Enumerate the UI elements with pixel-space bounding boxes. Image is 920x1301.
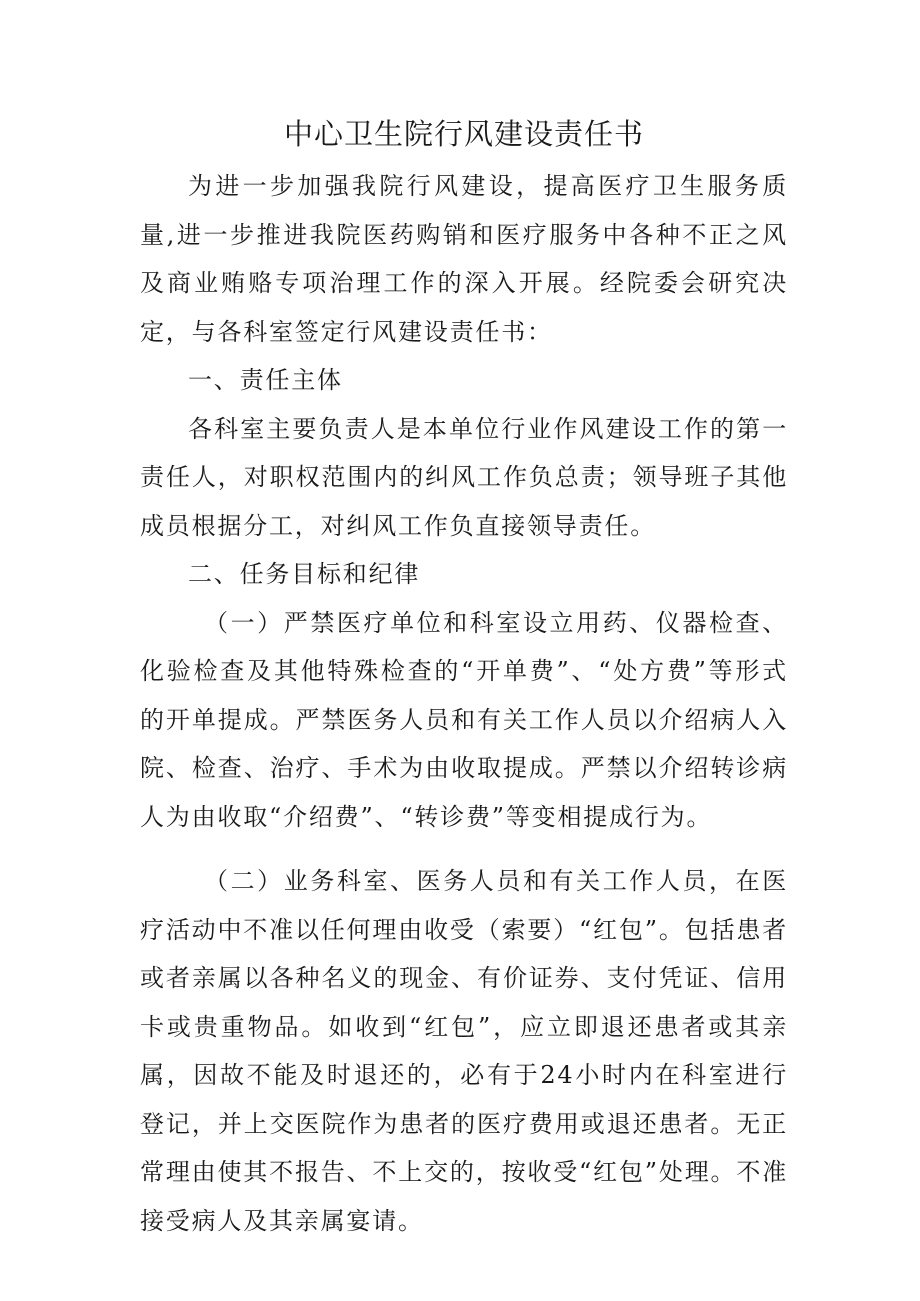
- document-title: 中心卫生院行风建设责任书: [283, 117, 644, 151]
- document-page: [140, 112, 788, 1245]
- section1-heading: 一、责任主体: [188, 366, 343, 394]
- section2-item2: （二）业务科室、医务人员和有关工作人员，在医疗活动中不准以任何理由收受（索要）“红包”。包括患者或者亲属以各种名义的现金、有价证券、支付凭证、信用卡或贵重物品。如收到“红包”，应立即退还患者或其亲属，因故不能及时退还的，必有于24小时内在科室进行登记，并上交医院作为患者的医疗费用或退还患者。无正常理由使其不报告、不上交的，按收受“红包”处理。不准接受病人及其亲属宴请。: [140, 867, 788, 1235]
- section2-item1: （一）严禁医疗单位和科室设立用药、仪器检查、化验检查及其他特殊检查的“开单费”、“处方费”等形式的开单提成。严禁医务人员和有关工作人员以介绍病人入院、检查、治疗、手术为由收取提成。严禁以介绍转诊病人为由收取“介绍费”、“转诊费”等变相提成行为。: [140, 608, 788, 831]
- section1-body: 各科室主要负责人是本单位行业作风建设工作的第一责任人，对职权范围内的纠风工作负总责；领导班子其他成员根据分工，对纠风工作负直接领导责任。: [140, 414, 788, 540]
- paragraph-gap: [140, 841, 788, 857]
- section2-heading: 二、任务目标和纪律: [188, 560, 421, 588]
- intro-paragraph: 为进一步加强我院行风建设，提高医疗卫生服务质量,进一步推进我院医药购销和医疗服务中各种不正之风及商业贿赂专项治理工作的深入开展。经院委会研究决定，与各科室签定行风建设责任书：: [140, 172, 788, 346]
